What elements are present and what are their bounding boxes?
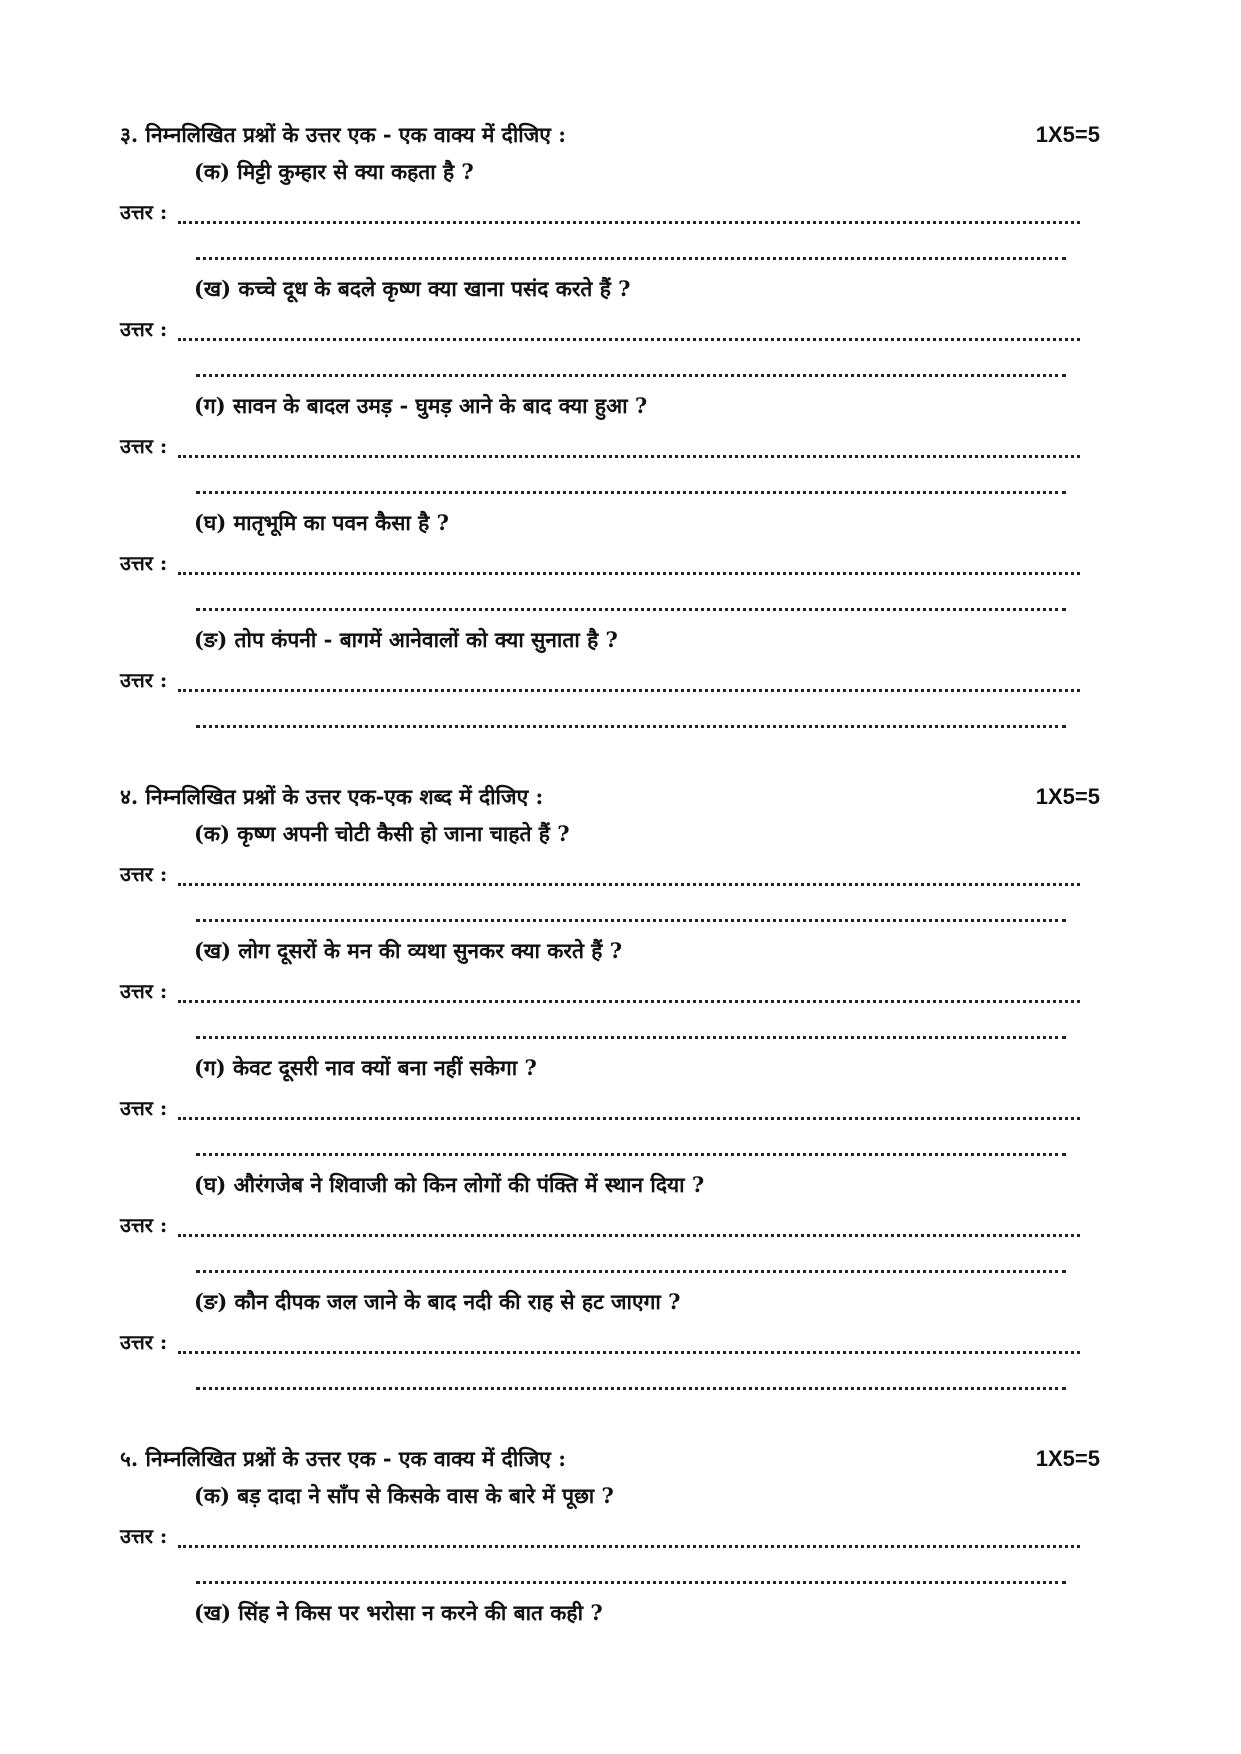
s3-answer-nga [120,665,1080,695]
answer-label: उत्तर : [120,1213,168,1237]
answer-continuation-line[interactable] [196,919,1066,922]
answer-label: उत्तर : [120,434,168,458]
s5-answer-ka [120,1521,1080,1551]
section-5-heading [120,1442,1100,1476]
section-3-marks: 1X5=5 [1035,122,1100,147]
s3-answer-ga [120,431,1080,461]
answer-line[interactable] [178,1351,1080,1354]
answer-label: उत्तर : [120,551,168,575]
answer-continuation-line[interactable] [196,1036,1066,1039]
answer-continuation-line[interactable] [196,1581,1066,1584]
answer-continuation-line[interactable] [196,725,1066,728]
answer-line[interactable] [178,1000,1080,1003]
s3-question-kha: (ख) कच्चे दूध के बदले कृष्ण क्या खाना पसंद करते हैं ? [194,276,631,301]
s4-answer-ka [120,859,1080,889]
section-4-title: ४. निम्नलिखित प्रश्नों के उत्तर एक-एक शब्द में दीजिए : [120,784,544,809]
answer-label: उत्तर : [120,317,168,341]
s3-question-ka: (क) मिट्टी कुम्हार से क्या कहता है ? [194,159,474,184]
answer-label: उत्तर : [120,1524,168,1548]
answer-label: उत्तर : [120,979,168,1003]
s4-question-gha: (घ) औरंगजेब ने शिवाजी को किन लोगों की पंक्ति में स्थान दिया ? [194,1172,705,1197]
answer-label: उत्तर : [120,1096,168,1120]
section-5-marks: 1X5=5 [1035,1446,1100,1471]
s4-question-ka: (क) कृष्ण अपनी चोटी कैसी हो जाना चाहते हैं ? [194,821,570,846]
s3-answer-ka [120,197,1080,227]
answer-line[interactable] [178,221,1080,224]
section-4-heading [120,780,1100,814]
answer-continuation-line[interactable] [196,1387,1066,1390]
answer-line[interactable] [178,883,1080,886]
s4-answer-kha [120,976,1080,1006]
s3-question-ga: (ग) सावन के बादल उमड़ - घुमड़ आने के बाद क्या हुआ ? [194,393,648,418]
answer-continuation-line[interactable] [196,257,1066,260]
answer-continuation-line[interactable] [196,1270,1066,1273]
s3-question-nga: (ङ) तोप कंपनी - बागमें आनेवालों को क्या सुनाता है ? [194,627,618,652]
answer-continuation-line[interactable] [196,491,1066,494]
s3-question-gha: (घ) मातृभूमि का पवन कैसा है ? [194,510,449,535]
section-3-heading [120,118,1100,152]
s4-answer-ga [120,1093,1080,1123]
answer-continuation-line[interactable] [196,608,1066,611]
answer-line[interactable] [178,1117,1080,1120]
answer-continuation-line[interactable] [196,374,1066,377]
answer-line[interactable] [178,572,1080,575]
answer-label: उत्तर : [120,668,168,692]
s5-question-ka: (क) बड़ दादा ने साँप से किसके वास के बारे में पूछा ? [194,1483,614,1508]
section-5-title: ५. निम्नलिखित प्रश्नों के उत्तर एक - एक वाक्य में दीजिए : [120,1446,566,1471]
answer-label: उत्तर : [120,1330,168,1354]
s4-question-ga: (ग) केवट दूसरी नाव क्यों बना नहीं सकेगा ? [194,1055,537,1080]
s4-answer-nga [120,1327,1080,1357]
s4-question-kha: (ख) लोग दूसरों के मन की व्यथा सुनकर क्या करते हैं ? [194,938,623,963]
answer-line[interactable] [178,1545,1080,1548]
section-4-marks: 1X5=5 [1035,784,1100,809]
s4-answer-gha [120,1210,1080,1240]
s3-answer-gha [120,548,1080,578]
s3-answer-kha [120,314,1080,344]
answer-continuation-line[interactable] [196,1153,1066,1156]
answer-label: उत्तर : [120,200,168,224]
answer-line[interactable] [178,1234,1080,1237]
answer-label: उत्तर : [120,862,168,886]
answer-line[interactable] [178,338,1080,341]
answer-line[interactable] [178,455,1080,458]
s5-question-kha: (ख) सिंह ने किस पर भरोसा न करने की बात कही ? [194,1600,603,1625]
section-3-title: ३. निम्नलिखित प्रश्नों के उत्तर एक - एक वाक्य में दीजिए : [120,122,566,147]
s4-question-nga: (ङ) कौन दीपक जल जाने के बाद नदी की राह से हट जाएगा ? [194,1289,681,1314]
answer-line[interactable] [178,689,1080,692]
